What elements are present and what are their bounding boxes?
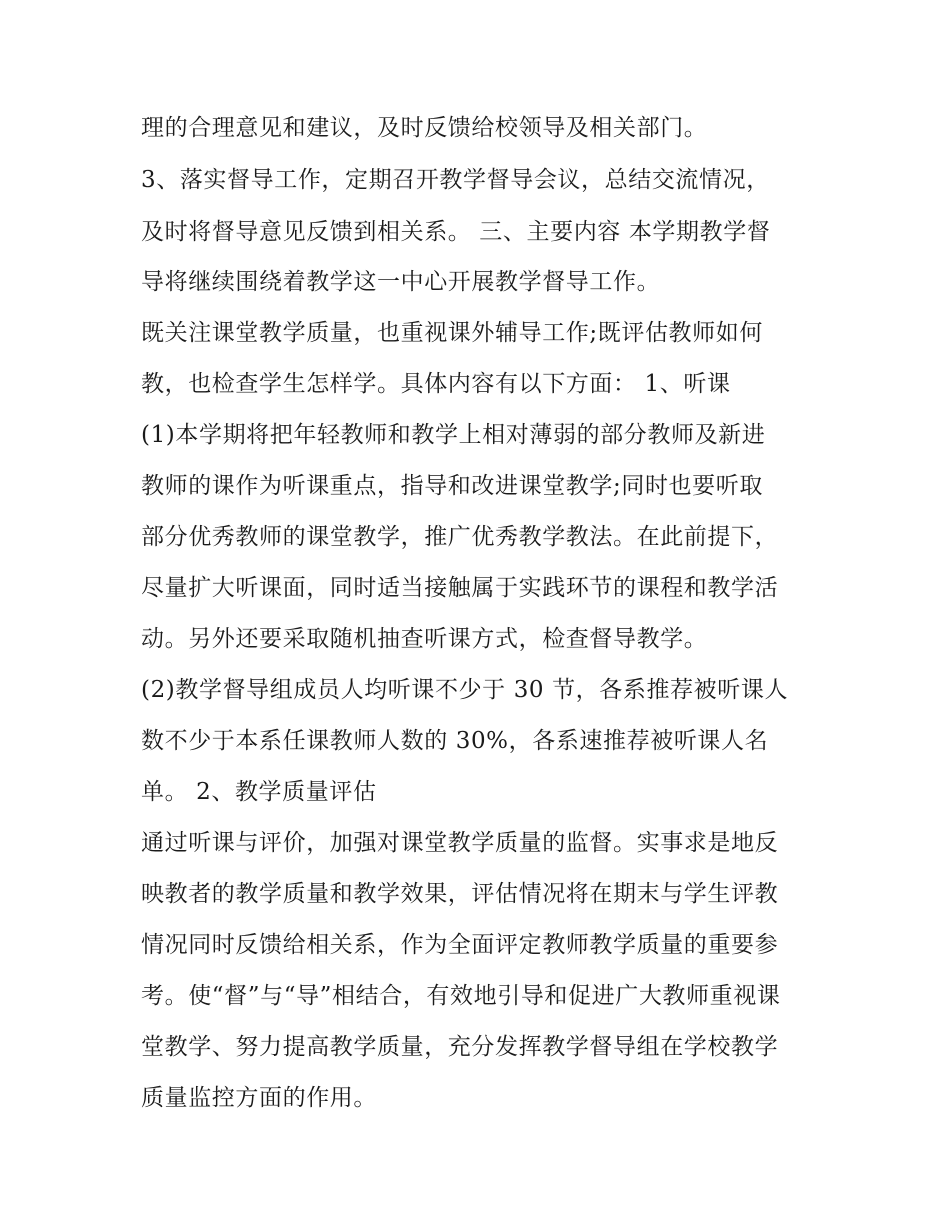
text-line: 通过听课与评价，加强对课堂教学质量的监督。实事求是地反 — [141, 830, 779, 856]
text-line: 3、落实督导工作，定期召开教学督导会议，总结交流情况， — [141, 167, 770, 193]
text-line: 部分优秀教师的课堂教学，推广优秀教学教法。在此前提下， — [141, 524, 779, 550]
text-line: 既关注课堂教学质量，也重视课外辅导工作;既评估教师如何 — [141, 320, 763, 346]
text-line: 考。使“督”与“导”相结合，有效地引导和促进广大教师重视课 — [141, 983, 781, 1009]
text-line: 及时将督导意见反馈到相关系。 三、主要内容 本学期教学督 — [141, 219, 771, 245]
text-line: 尽量扩大听课面，同时适当接触属于实践环节的课程和教学活 — [141, 575, 779, 601]
text-line: 映教者的教学质量和教学效果，评估情况将在期末与学生评教 — [141, 881, 779, 907]
text-line: 理的合理意见和建议，及时反馈给校领导及相关部门。 — [141, 115, 708, 141]
text-line: 导将继续围绕着教学这一中心开展教学督导工作。 — [141, 269, 661, 295]
text-line: 教，也检查学生怎样学。具体内容有以下方面： 1、听课 — [141, 371, 731, 397]
text-line: 情况同时反馈给相关系，作为全面评定教师教学质量的重要参 — [141, 932, 779, 958]
text-line: 单。 2、教学质量评估 — [141, 779, 377, 805]
text-line: 堂教学、努力提高教学质量，充分发挥教学督导组在学校教学 — [141, 1034, 779, 1060]
text-line: 数不少于本系任课教师人数的 30%，各系速推荐被听课人名 — [141, 728, 769, 754]
text-line: 质量监控方面的作用。 — [141, 1085, 377, 1111]
text-line: (2)教学督导组成员人均听课不少于 30 节，各系推荐被听课人 — [141, 677, 789, 703]
text-line: 教师的课作为听课重点，指导和改进课堂教学;同时也要听取 — [141, 473, 763, 499]
text-line: 动。另外还要采取随机抽查听课方式，检查督导教学。 — [141, 626, 708, 652]
text-line: (1)本学期将把年轻教师和教学上相对薄弱的部分教师及新进 — [141, 422, 766, 448]
